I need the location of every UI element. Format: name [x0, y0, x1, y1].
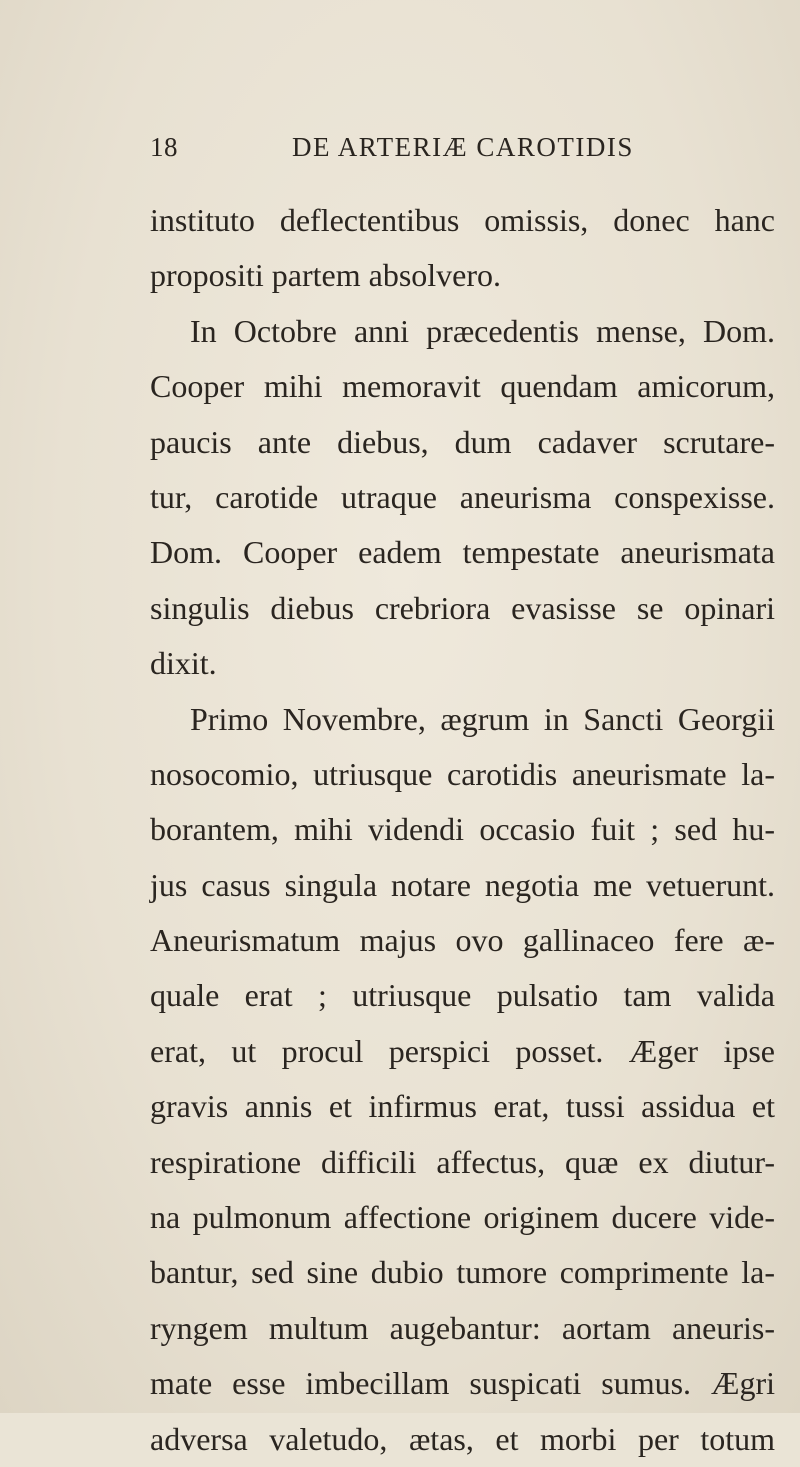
text-line: Aneurismatum majus ovo gallinaceo fere æ-: [150, 922, 775, 959]
text-line: tur, carotide utraque aneurisma conspexisse.: [150, 478, 775, 515]
text-line: respiratione difficili affectus, quæ ex diutur-: [150, 1143, 775, 1180]
text-line: singulis diebus crebriora evasisse se opinari: [150, 589, 775, 626]
text-line: quale erat ; utriusque pulsatio tam valida: [150, 977, 775, 1014]
text-line: Cooper mihi memoravit quendam amicorum,: [150, 368, 775, 405]
text-line: instituto deflectentibus omissis, donec hanc: [150, 202, 775, 238]
text-line: paucis ante diebus, dum cadaver scrutare-: [150, 423, 775, 460]
text-line: jus casus singula notare negotia me vetuerunt.: [150, 866, 775, 903]
text-line: mate esse imbecillam suspicati sumus. Ægri: [150, 1365, 775, 1402]
text-line: borantem, mihi videndi occasio fuit ; sed hu-: [150, 811, 775, 848]
text-line: In Octobre anni præcedentis mense, Dom.: [190, 312, 775, 349]
text-line: gravis annis et infirmus erat, tussi assidua et: [150, 1088, 775, 1125]
text-line: adversa valetudo, ætas, et morbi per totum: [150, 1420, 775, 1457]
text-line: dixit.: [150, 645, 217, 682]
text-line: na pulmonum affectione originem ducere vide-: [150, 1199, 775, 1236]
body-text: [150, 193, 775, 1467]
text-line: erat, ut procul perspici posset. Æger ipse: [150, 1032, 775, 1069]
page-number: 18: [150, 132, 178, 162]
text-line: Primo Novembre, ægrum in Sancti Georgii: [190, 700, 775, 737]
text-line: bantur, sed sine dubio tumore comprimente la-: [150, 1254, 775, 1291]
page-header: [150, 132, 750, 176]
text-line: nosocomio, utriusque carotidis aneurismate la-: [150, 755, 775, 792]
text-line: Dom. Cooper eadem tempestate aneurismata: [150, 534, 775, 571]
running-head: DE ARTERIÆ CAROTIDIS: [292, 132, 634, 162]
text-line: propositi partem absolvero.: [150, 257, 502, 294]
text-line: ryngem multum augebantur: aortam aneuris-: [150, 1309, 775, 1346]
